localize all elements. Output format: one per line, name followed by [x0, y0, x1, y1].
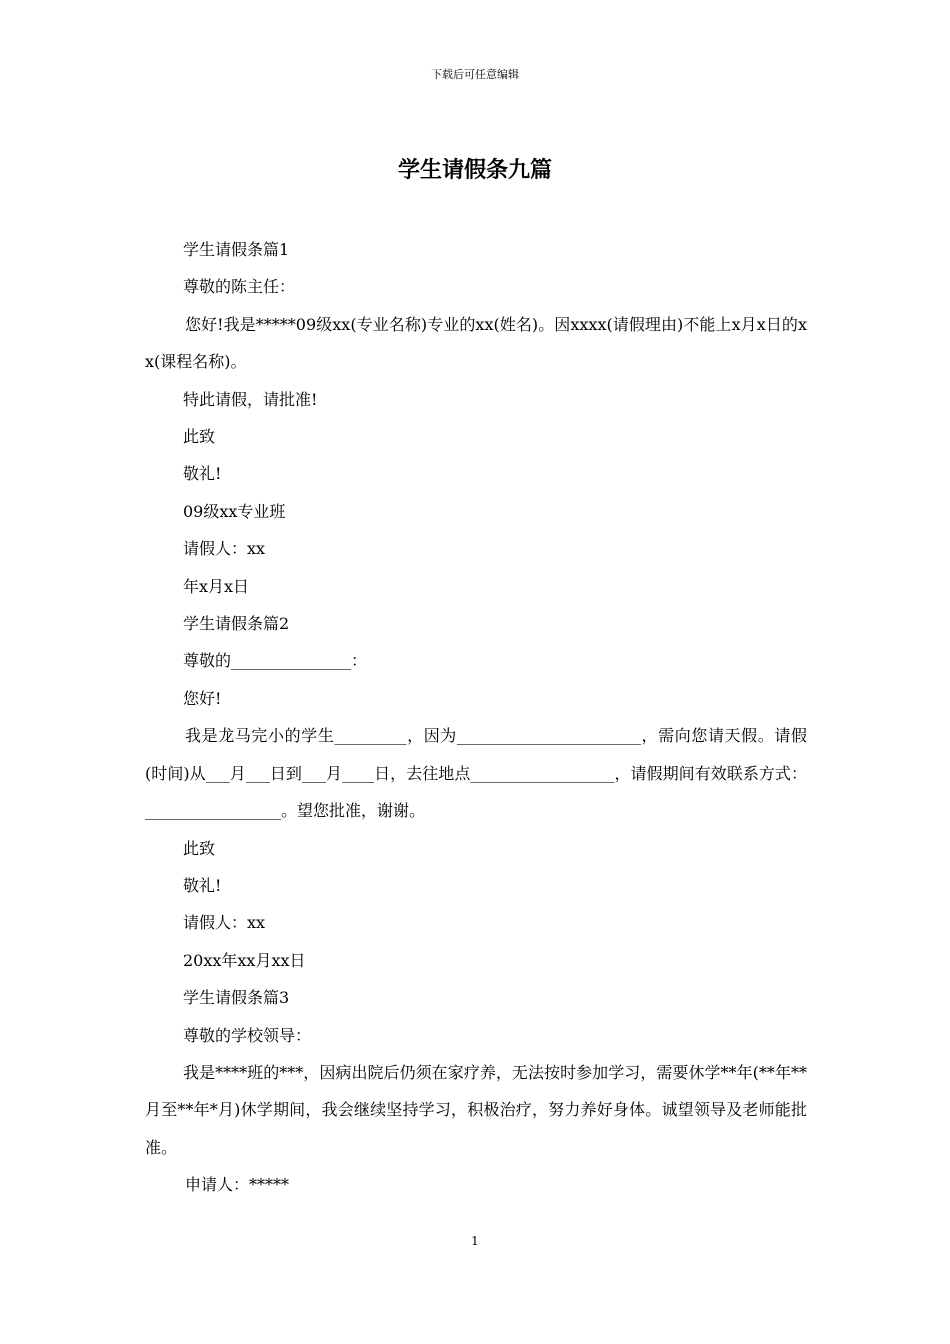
body-paragraph: 您好!我是*****09级xx(专业名称)专业的xx(姓名)。因xxxx(请假理由)不能上x月x日的xx(课程名称)。: [145, 314, 807, 372]
closing-regards: 敬礼!: [183, 464, 222, 484]
section-heading-3: 学生请假条篇3: [183, 988, 290, 1008]
document-body: [145, 231, 807, 1204]
salutation: 尊敬的学校领导：: [183, 1025, 312, 1045]
applicant-signature: 申请人：*****: [185, 1175, 290, 1195]
section-heading-1: 学生请假条篇1: [183, 240, 290, 259]
salutation: 尊敬的_______________：: [183, 651, 368, 671]
section-heading-2: 学生请假条篇2: [183, 614, 290, 634]
salutation: 尊敬的陈主任：: [183, 277, 296, 297]
closing-line: 此致: [183, 427, 216, 447]
page-number: 1: [471, 1234, 479, 1248]
body-paragraph: 我是****班的***，因病出院后仍须在家疗养，无法按时参加学习，需要休学**年(**年**月至**年*月)休学期间，我会继续坚持学习，积极治疗，努力养好身体。诚望领导及老师能批准。: [145, 1062, 807, 1157]
closing-line: 此致: [183, 838, 216, 858]
body-paragraph: 我是龙马完小的学生_________，因为_______________________，需向您请天假。请假(时间)从___月___日到___月____日，去往地点__________________，请假期间有效联系方式：_________________。望您批准，谢谢。: [145, 726, 807, 821]
applicant-signature: 请假人：xx: [183, 539, 266, 559]
greeting: 您好!: [183, 688, 222, 708]
date-line: 年x月x日: [183, 576, 250, 596]
request-line: 特此请假，请批准!: [183, 389, 318, 409]
date-line: 20xx年xx月xx日: [183, 950, 306, 970]
closing-regards: 敬礼!: [183, 875, 222, 895]
applicant-signature: 请假人：xx: [183, 913, 266, 933]
document-title: 学生请假条九篇: [397, 157, 552, 183]
page-header-note: 下载后可任意编辑: [431, 68, 519, 81]
class-signature: 09级xx专业班: [183, 501, 286, 521]
